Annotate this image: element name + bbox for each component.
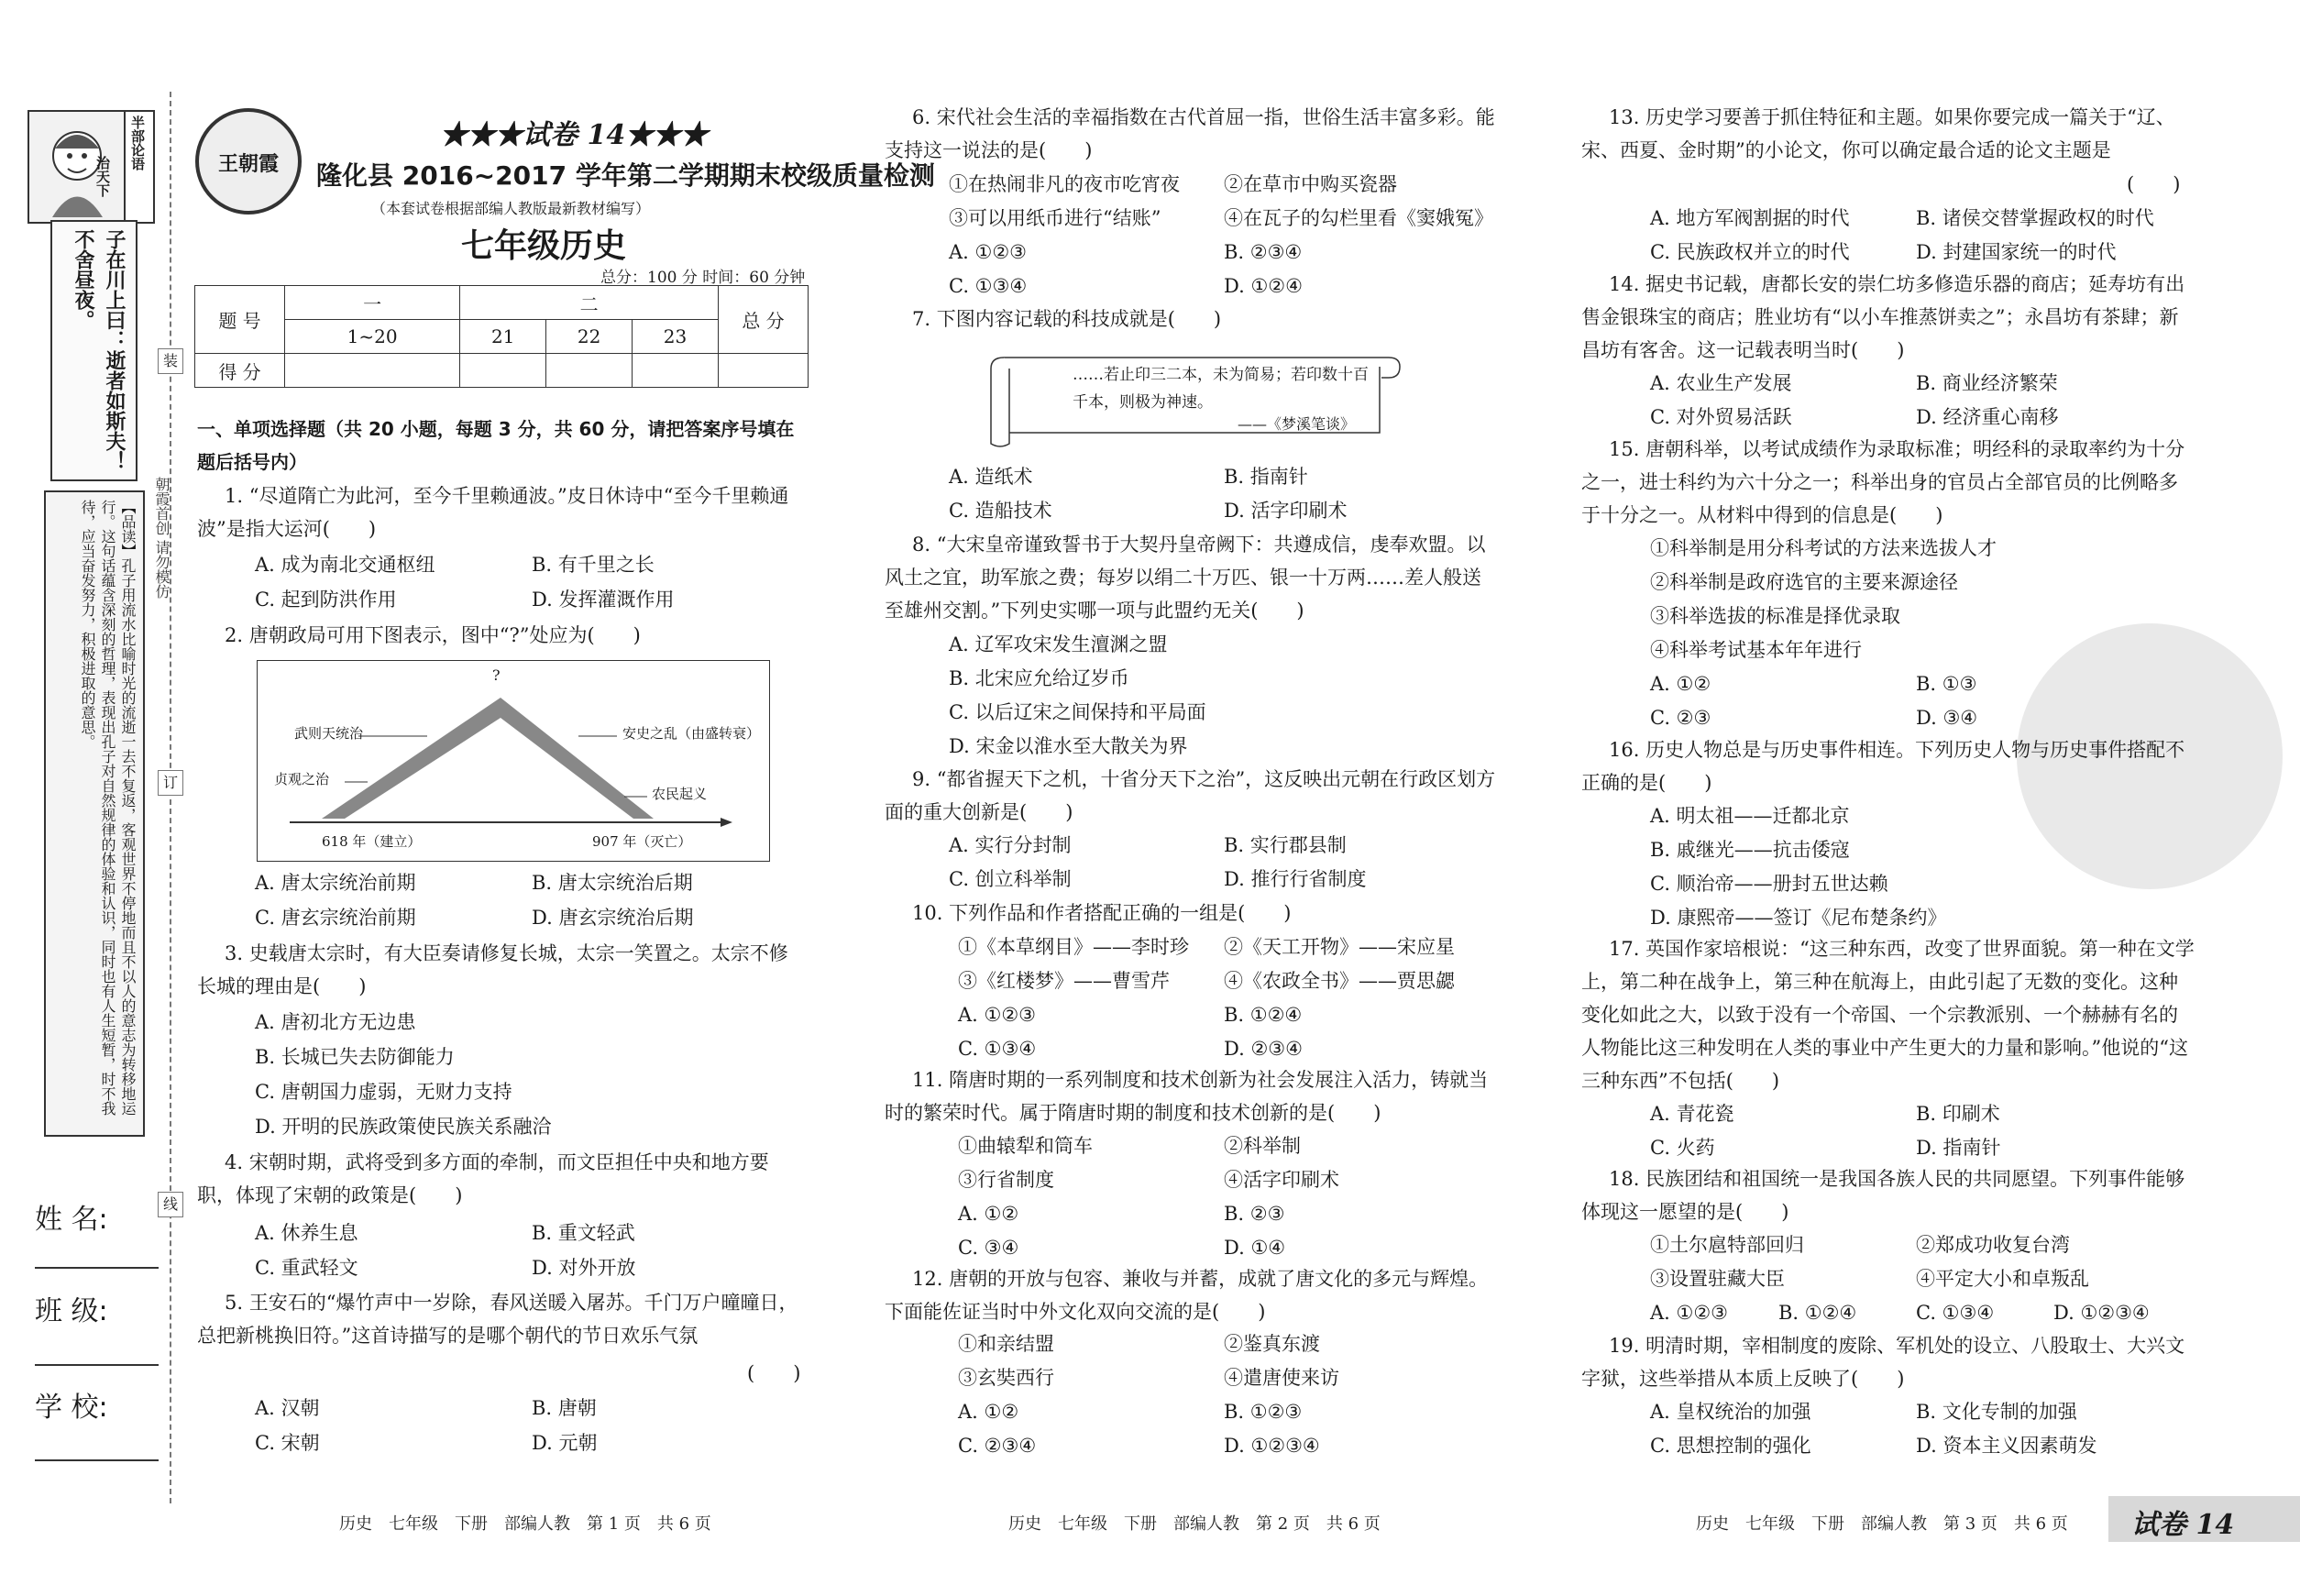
q12-item-2: ②鉴真东渡 <box>1224 1333 1320 1355</box>
tang-politics-diagram <box>257 660 770 862</box>
score-section-1: 一 <box>285 286 460 320</box>
diagram-end: 907 年（灭亡） <box>592 833 692 850</box>
q12-item-4: ④遣唐使来访 <box>1224 1367 1339 1389</box>
brand-logo <box>195 108 302 215</box>
q5-option-c[interactable]: C. 宋朝 <box>255 1432 320 1454</box>
q8-option-c[interactable]: C. 以后辽宋之间保持和平局面 <box>949 701 1206 723</box>
diagram-start: 618 年（建立） <box>322 833 422 850</box>
score-total-label: 总 分 <box>719 286 809 354</box>
q12-option-d[interactable]: D. ①②③④ <box>1224 1435 1320 1457</box>
q4-option-c[interactable]: C. 重武轻文 <box>255 1257 358 1279</box>
q19-option-b[interactable]: B. 文化专制的加强 <box>1916 1401 2077 1423</box>
q7-option-b[interactable]: B. 指南针 <box>1224 466 1308 488</box>
q11-item-2: ②科举制 <box>1224 1135 1301 1157</box>
q3-option-b[interactable]: B. 长城已失去防御能力 <box>255 1046 455 1068</box>
binding-line <box>170 92 171 1503</box>
q15-option-b[interactable]: B. ①③ <box>1916 673 1977 695</box>
diagram-label-zhenguan: 贞观之治 <box>274 771 330 787</box>
q19-option-a[interactable]: A. 皇权统治的加强 <box>1650 1401 1811 1423</box>
score-cell[interactable] <box>633 354 719 388</box>
q10-item-4: ④《农政全书》——贾思勰 <box>1224 970 1455 992</box>
q15-option-d[interactable]: D. ③④ <box>1916 707 1978 729</box>
school-label: 学 校: <box>35 1392 108 1424</box>
score-cell[interactable] <box>719 354 809 388</box>
footer-page-1: 历史 七年级 下册 部编人教 第 1 页 共 6 页 <box>339 1514 711 1534</box>
q10-option-d[interactable]: D. ②③④ <box>1224 1038 1303 1060</box>
q11-option-c[interactable]: C. ③④ <box>958 1237 1019 1259</box>
q18-item-4: ④平定大小和卓叛乱 <box>1916 1268 2089 1290</box>
seal-char-1: 装 <box>158 348 183 374</box>
q15-item-3: ③科举选拔的标准是择优录取 <box>1650 605 1900 627</box>
q18-option-a[interactable]: A. ①②③ <box>1650 1302 1728 1324</box>
q5-option-b[interactable]: B. 唐朝 <box>532 1397 597 1419</box>
q7-option-a[interactable]: A. 造纸术 <box>949 466 1033 488</box>
diagram-peak-label: ? <box>492 666 501 684</box>
question-13: 13. 历史学习要善于抓住特征和主题。如果你要完成一篇关于“辽、宋、西夏、金时期”的小论文，你可以确定最合适的论文主题是 <box>1581 106 2175 161</box>
q4-option-d[interactable]: D. 对外开放 <box>532 1257 636 1279</box>
score-col-1-20: 1~20 <box>285 320 460 354</box>
question-3: 3. 史载唐太宗时，有大臣奏请修复长城，太宗一笑置之。太宗不修长城的理由是( ) <box>197 942 788 997</box>
q3-option-a[interactable]: A. 唐初北方无边患 <box>255 1011 416 1033</box>
q11-item-1: ①曲辕犁和筒车 <box>958 1135 1093 1157</box>
question-11: 11. 隋唐时期的一系列制度和技术创新为社会发展注入活力，铸就当时的繁荣时代。属于隋唐时期的制度和技术创新的是( ) <box>885 1069 1489 1124</box>
q16-option-d[interactable]: D. 康熙帝——签订《尼布楚条约》 <box>1650 907 1947 929</box>
sidebar-title-box <box>124 110 155 224</box>
q17-option-c[interactable]: C. 火药 <box>1650 1137 1715 1159</box>
q19-option-d[interactable]: D. 资本主义因素萌发 <box>1916 1435 2097 1457</box>
q6-option-a[interactable]: A. ①②③ <box>949 241 1027 263</box>
q17-option-d[interactable]: D. 指南针 <box>1916 1137 2001 1159</box>
q18-item-3: ③设置驻藏大臣 <box>1650 1268 1785 1290</box>
question-6: 6. 宋代社会生活的幸福指数在古代首屈一指，世俗生活丰富多彩。能支持这一说法的是( ) <box>885 106 1495 161</box>
brand-text: 王朝霞 <box>217 152 279 176</box>
q10-option-a[interactable]: A. ①②③ <box>958 1004 1036 1026</box>
q16-option-c[interactable]: C. 顺治帝——册封五世达赖 <box>1650 873 1888 895</box>
commentary-text: 【品读】孔子用流水比喻时光的流逝一去不复返，客观世界不停地而且不以人的意志为转移地运行。这句话蕴含深刻的哲理，表现出孔子对自然规律的体验和认识，同时也有人生短暂，时不我待，应当奋发努力，积极进取的意思。 <box>79 500 137 1116</box>
q9-option-d[interactable]: D. 推行行省制度 <box>1224 868 1367 890</box>
q16-option-a[interactable]: A. 明太祖——迁都北京 <box>1650 805 1850 827</box>
question-16: 16. 历史人物总是与历史事件相连。下列历史人物与历史事件搭配不正确的是( ) <box>1581 739 2185 794</box>
q8-option-d[interactable]: D. 宋金以淮水至大散关为界 <box>949 735 1188 757</box>
question-5: 5. 王安石的“爆竹声中一岁除，春风送暖入屠苏。千门万户曈曈日，总把新桃换旧符。”这首诗描写的是哪个朝代的节日欢乐气氛 <box>197 1292 798 1347</box>
q2-option-b[interactable]: B. 唐太宗统治后期 <box>532 872 693 894</box>
q4-option-b[interactable]: B. 重文轻武 <box>532 1222 635 1244</box>
q7-option-c[interactable]: C. 造船技术 <box>949 500 1052 522</box>
q11-option-b[interactable]: B. ②③ <box>1224 1203 1285 1225</box>
q14-option-c[interactable]: C. 对外贸易活跃 <box>1650 406 1792 428</box>
score-cell[interactable] <box>285 354 460 388</box>
score-cell[interactable] <box>460 354 546 388</box>
q1-option-b[interactable]: B. 有千里之长 <box>532 554 655 576</box>
exam-meta: 总分：100 分 时间：60 分钟 <box>600 269 806 287</box>
section-heading: 一、单项选择题（共 20 小题，每题 3 分，共 60 分，请把答案序号填在题后括号内） <box>197 418 795 473</box>
score-table <box>194 285 809 388</box>
q10-item-2: ②《天工开物》——宋应星 <box>1224 936 1455 958</box>
q13-option-b[interactable]: B. 诸侯交替掌握政权的时代 <box>1916 207 2154 229</box>
q11-option-a[interactable]: A. ①② <box>958 1203 1019 1225</box>
score-section-2: 二 <box>460 286 719 320</box>
q12-option-a[interactable]: A. ①② <box>958 1401 1019 1423</box>
question-17: 17. 英国作家培根说：“这三种东西，改变了世界面貌。第一种在文学上，第二种在战争上，第三种在航海上，由此引起了无数的变化。这种变化如此之大，以致于没有一个帝国、一个宗教派别、一个赫赫有名的人物能比这三种发明在人类的事业中产生更大的力量和影响。”他说的“这三种东西”不包括( ) <box>1581 938 2195 1092</box>
footer-page-2: 历史 七年级 下册 部编人教 第 2 页 共 6 页 <box>1008 1514 1381 1534</box>
subject-title: 七年级历史 <box>461 226 627 265</box>
q3-option-c[interactable]: C. 唐朝国力虚弱，无财力支持 <box>255 1081 512 1103</box>
footer-page-3: 历史 七年级 下册 部编人教 第 3 页 共 6 页 <box>1696 1514 2068 1534</box>
q9-option-a[interactable]: A. 实行分封制 <box>949 834 1072 856</box>
sidebar-title-2: 治天下 <box>94 156 111 197</box>
q13-option-c[interactable]: C. 民族政权并立的时代 <box>1650 241 1850 263</box>
question-14: 14. 据史书记载，唐都长安的崇仁坊多修造乐器的商店；延寿坊有出售金银珠宝的商店；胜业坊有“以小车推蒸饼卖之”；永昌坊有茶肆；新昌坊有客舍。这一记载表明当时( ) <box>1581 273 2185 361</box>
q18-item-1: ①土尔扈特部回归 <box>1650 1234 1804 1256</box>
q19-option-c[interactable]: C. 思想控制的强化 <box>1650 1435 1811 1457</box>
q2-option-c[interactable]: C. 唐玄宗统治前期 <box>255 907 416 929</box>
q14-option-b[interactable]: B. 商业经济繁荣 <box>1916 372 2058 394</box>
q12-item-3: ③玄奘西行 <box>958 1367 1054 1389</box>
q1-option-c[interactable]: C. 起到防洪作用 <box>255 589 397 611</box>
q7-option-d[interactable]: D. 活字印刷术 <box>1224 500 1348 522</box>
diagram-label-peasant: 农民起义 <box>652 786 708 802</box>
q6-option-d[interactable]: D. ①②④ <box>1224 275 1303 297</box>
question-8: 8. “大宋皇帝谨致誓书于大契丹皇帝阙下：共遵成信，虔奉欢盟。以风土之宜，助军旅之费；每岁以绢二十万匹、银一十万两……差人般送至雄州交割。”下列史实哪一项与此盟约无关( ) <box>885 534 1486 622</box>
sidebar-title-1: 半部论语 <box>129 116 146 171</box>
question-15: 15. 唐朝科举，以考试成绩作为录取标准；明经科的录取率约为十分之一，进士科约为六十分之一；科举出身的官员占全部官员的比例略多于十分之一。从材料中得到的信息是( ) <box>1581 438 2185 526</box>
q12-option-c[interactable]: C. ②③④ <box>958 1435 1037 1457</box>
q15-item-4: ④科举考试基本年年进行 <box>1650 639 1862 661</box>
q15-option-c[interactable]: C. ②③ <box>1650 707 1711 729</box>
score-cell[interactable] <box>546 354 633 388</box>
q4-option-a[interactable]: A. 休养生息 <box>255 1222 358 1244</box>
q11-item-3: ③行省制度 <box>958 1169 1054 1191</box>
scroll-line-1: ……若止印三二本，未为简易；若印数十百 <box>1073 366 1369 384</box>
score-col-22: 22 <box>546 320 633 354</box>
question-10: 10. 下列作品和作者搭配正确的一组是( ) <box>912 902 1292 924</box>
q9-option-b[interactable]: B. 实行郡县制 <box>1224 834 1347 856</box>
question-19: 19. 明清时期，宰相制度的废除、军机处的设立、八股取士、大兴文字狱，这些举措从本质上反映了( ) <box>1581 1335 2185 1390</box>
q15-item-2: ②科举制是政府选官的主要来源途径 <box>1650 571 1958 593</box>
q1-option-a[interactable]: A. 成为南北交通枢纽 <box>255 554 435 576</box>
q6-item-2: ②在草市中购买瓷器 <box>1224 173 1397 195</box>
q14-option-a[interactable]: A. 农业生产发展 <box>1650 372 1792 394</box>
q11-option-d[interactable]: D. ①④ <box>1224 1237 1286 1259</box>
q6-item-4: ④在瓦子的勾栏里看《窦娥冤》 <box>1224 207 1493 229</box>
seal-char-3: 线 <box>158 1192 183 1217</box>
q5-answer-paren[interactable]: ( ) <box>747 1362 801 1384</box>
exam-title: 隆化县 2016~2017 学年第二学期期末校级质量检测 <box>316 160 935 191</box>
q8-option-a[interactable]: A. 辽军攻宋发生澶渊之盟 <box>949 633 1168 655</box>
question-4: 4. 宋朝时期，武将受到多方面的牵制，而文臣担任中央和地方要职，体现了宋朝的政策是( ) <box>197 1151 769 1206</box>
q11-item-4: ④活字印刷术 <box>1224 1169 1339 1191</box>
score-row-label: 得 分 <box>195 354 285 388</box>
q18-option-b[interactable]: B. ①②④ <box>1778 1302 1857 1324</box>
q12-item-1: ①和亲结盟 <box>958 1333 1054 1355</box>
q17-option-b[interactable]: B. 印刷术 <box>1916 1103 2000 1125</box>
name-label: 姓 名: <box>35 1204 108 1236</box>
q8-option-b[interactable]: B. 北宋应允给辽岁币 <box>949 667 1129 689</box>
q16-option-b[interactable]: B. 戚继光——抗击倭寇 <box>1650 839 1850 861</box>
score-col-21: 21 <box>460 320 546 354</box>
school-field[interactable] <box>35 1459 159 1461</box>
scroll-source: ——《梦溪笔谈》 <box>1238 415 1356 433</box>
q15-item-1: ①科举制是用分科考试的方法来选拔人才 <box>1650 537 1997 559</box>
q5-option-d[interactable]: D. 元朝 <box>532 1432 598 1454</box>
quote-box <box>50 220 138 481</box>
q18-item-2: ②郑成功收复台湾 <box>1916 1234 2070 1256</box>
q13-option-d[interactable]: D. 封建国家统一的时代 <box>1916 241 2117 263</box>
question-9: 9. “都省握天下之机，十省分天下之治”，这反映出元朝在行政区划方面的重大创新是( ) <box>885 768 1496 823</box>
question-1: 1. “尽道隋亡为此河，至今千里赖通波。”皮日休诗中“至今千里赖通波”是指大运河( ) <box>197 485 789 540</box>
diagram-label-wuzetian: 武则天统治 <box>294 725 364 742</box>
question-7: 7. 下图内容记载的科技成就是( ) <box>912 308 1222 330</box>
name-field[interactable] <box>35 1267 159 1269</box>
scroll-line-2: 千本，则极为神速。 <box>1073 393 1213 412</box>
q10-option-c[interactable]: C. ①③④ <box>958 1038 1037 1060</box>
quote-text: 子在川上曰：逝者如斯夫！不舍昼夜。 <box>72 229 127 471</box>
q13-answer-paren[interactable]: ( ) <box>2127 173 2181 195</box>
q10-option-b[interactable]: B. ①②④ <box>1224 1004 1303 1026</box>
corner-label: 试卷 14 <box>2131 1509 2235 1541</box>
q14-option-d[interactable]: D. 经济重心南移 <box>1916 406 2059 428</box>
class-label: 班 级: <box>35 1295 108 1327</box>
paper-label: ★★★试卷 14★★★ <box>440 119 709 151</box>
q13-option-a[interactable]: A. 地方军阀割据的时代 <box>1650 207 1850 229</box>
copyright-note: 朝霞首创 请勿模仿 <box>153 477 171 600</box>
q6-item-3: ③可以用纸币进行“结账” <box>949 207 1161 229</box>
q12-option-b[interactable]: B. ①②③ <box>1224 1401 1303 1423</box>
question-12: 12. 唐朝的开放与包容、兼收与并蓄，成就了唐文化的多元与辉煌。下面能佐证当时中外文化双向交流的是( ) <box>885 1268 1489 1323</box>
q9-option-c[interactable]: C. 创立科举制 <box>949 868 1072 890</box>
score-header-label: 题 号 <box>195 286 285 354</box>
q18-option-d[interactable]: D. ①②③④ <box>2053 1302 2150 1324</box>
q6-option-b[interactable]: B. ②③④ <box>1224 241 1303 263</box>
score-col-23: 23 <box>633 320 719 354</box>
commentary-box <box>44 490 145 1137</box>
question-18: 18. 民族团结和祖国统一是我国各族人民的共同愿望。下列事件能够体现这一愿望的是( ) <box>1581 1168 2185 1223</box>
diagram-label-anshi: 安史之乱（由盛转衰） <box>622 725 761 742</box>
q3-option-d[interactable]: D. 开明的民族政策使民族关系融洽 <box>255 1116 552 1138</box>
q15-option-a[interactable]: A. ①② <box>1650 673 1711 695</box>
question-2: 2. 唐朝政局可用下图表示，图中“?”处应为( ) <box>225 624 641 646</box>
q5-option-a[interactable]: A. 汉朝 <box>255 1397 320 1419</box>
seal-char-2: 订 <box>158 770 183 796</box>
q2-option-a[interactable]: A. 唐太宗统治前期 <box>255 872 416 894</box>
q6-option-c[interactable]: C. ①③④ <box>949 275 1028 297</box>
scroll-quote <box>985 341 1403 449</box>
q10-item-1: ①《本草纲目》——李时珍 <box>958 936 1189 958</box>
class-field[interactable] <box>35 1364 159 1366</box>
q6-item-1: ①在热闹非凡的夜市吃宵夜 <box>949 173 1180 195</box>
exam-note: （本套试卷根据部编人教版最新教材编写） <box>371 200 651 217</box>
q18-option-c[interactable]: C. ①③④ <box>1916 1302 1995 1324</box>
q1-option-d[interactable]: D. 发挥灌溉作用 <box>532 589 675 611</box>
q17-option-a[interactable]: A. 青花瓷 <box>1650 1103 1734 1125</box>
q2-option-d[interactable]: D. 唐玄宗统治后期 <box>532 907 694 929</box>
q10-item-3: ③《红楼梦》——曹雪芹 <box>958 970 1170 992</box>
